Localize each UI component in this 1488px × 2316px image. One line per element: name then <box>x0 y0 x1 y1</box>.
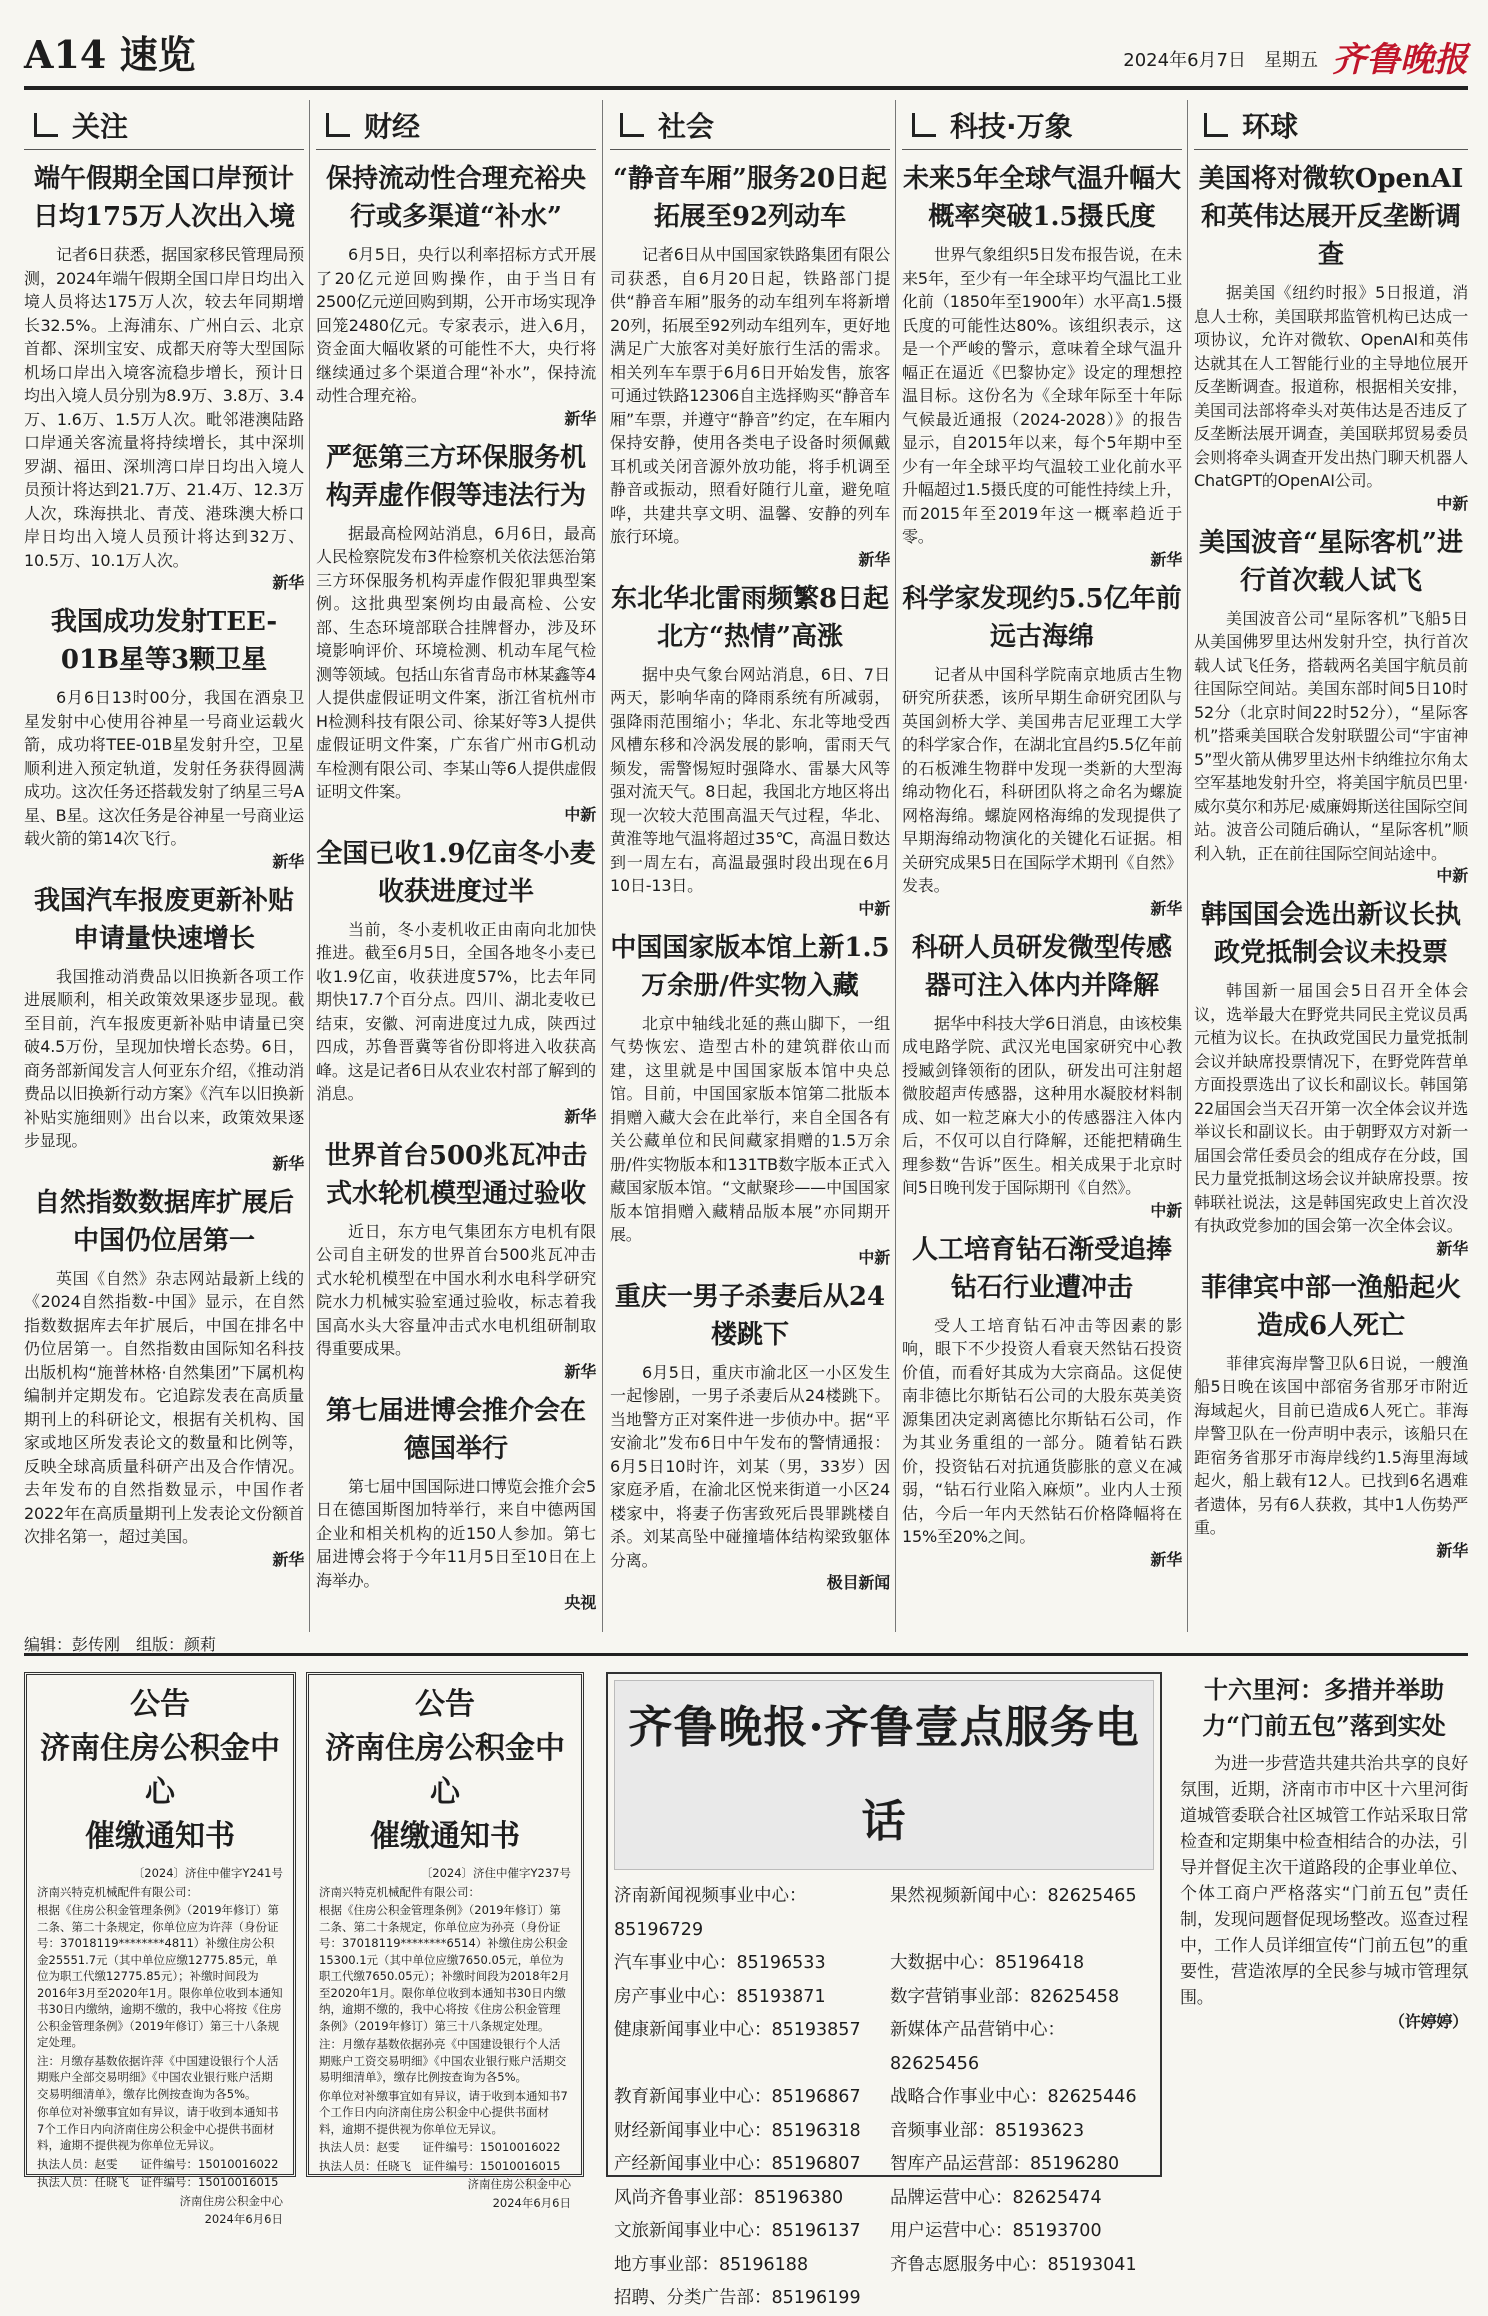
column-caijing <box>316 100 596 1632</box>
article-body: 近日，东方电气集团东方电机有限公司自主研发的世界首台500兆瓦冲击式水轮机模型在中国水利水电科学研究院水力机械实验室通过验收，标志着我国高水头大容量冲击式水电机组研制取得重要成果。 新华 <box>316 1221 596 1381</box>
article-body: 据最高检网站消息，6月6日，最高人民检察院发布3件检察机关依法惩治第三方环保服务机构弄虚作假犯罪典型案例。这批典型案例均由最高检、公安部、生态环境部联合挂牌督办，涉及环境影响评价、环境检测、机动车尾气检测等领域。包括山东省青岛市林某鑫等4人提供虚假证明文件案，浙江省杭州市H检测科技有限公司、徐某好等3人提供虚假证明文件案，广东省广州市G机动车检测有限公司、李某山等6人提供虚假证明文件案。 中新 <box>316 523 596 824</box>
source: 中新 <box>858 898 890 918</box>
headline: 世界首台500兆瓦冲击式水轮机模型通过验收 <box>324 1140 588 1209</box>
hotline-item: 品牌运营中心：82625474 <box>890 2187 1102 2208</box>
hotline-list <box>614 1880 1154 2316</box>
source: 新华 <box>272 1549 304 1569</box>
notice-title: 公告 <box>415 1687 475 1722</box>
article-body: 记者从中国科学院南京地质古生物研究所获悉，该所早期生命研究团队与英国剑桥大学、美国弗吉尼亚理工大学的科学家合作，在湖北宜昌约5.5亿年前的石板滩生物群中发现一类新的大型海绵动物化石，科研团队将之命名为螺旋网格海绵。螺旋网格海绵的发现提供了早期海绵动物演化的关键化石证据。相关研究成果5日在国际学术期刊《自然》发表。 新华 <box>902 664 1182 918</box>
article <box>610 160 890 570</box>
hotline-item: 财经新闻事业中心：85196318 <box>614 2120 861 2141</box>
headline: 菲律宾中部一渔船起火造成6人死亡 <box>1200 1272 1461 1341</box>
notice-officer: 执法人员：赵雯 证件编号：15010016022 <box>319 2140 561 2154</box>
headline: 未来5年全球气温升幅大概率突破1.5摄氏度 <box>902 164 1182 232</box>
article-body: 北京中轴线北延的燕山脚下，一组气势恢宏、造型古朴的建筑群依山而建，这里就是中国国家版本馆中央总馆。目前，中国国家版本馆第二批版本捐赠入藏大会在此举行，来自全国各有关公藏单位和民间藏家捐赠的1.5万余册/件实物版本和131TB数字版本正式入藏国家版本馆。“文献聚珍——中国国家版本馆捐赠入藏精品版本展”亦同期开展。 中新 <box>610 1013 890 1267</box>
notice-title: 公告 <box>130 1687 190 1722</box>
article-body: 美国波音公司“星际客机”飞船5日从美国佛罗里达州发射升空，执行首次载人试飞任务，搭载两名美国宇航员前往国际空间站。美国东部时间5日10时52分（北京时间22时52分），“星际客机”搭乘美国联合发射联盟公司“宇宙神5”型火箭从佛罗里达州卡纳维拉尔角太空军基地发射升空，将美国宇航员巴里·威尔莫尔和苏尼·威廉姆斯送往国际空间站。波音公司随后确认，“星际客机”顺利入轨，正在前往国际空间站途中。 中新 <box>1194 608 1468 885</box>
notice-body <box>37 1865 283 2228</box>
source: 中新 <box>1150 1200 1182 1220</box>
article <box>902 929 1182 1221</box>
source: 新华 <box>272 1153 304 1173</box>
headline: 我国成功发射TEE-01B星等3颗卫星 <box>50 607 278 675</box>
hotline-item: 战略合作事业中心：82625446 <box>890 2087 1137 2107</box>
article <box>610 929 890 1268</box>
section-header <box>610 100 890 150</box>
section-title: 科技·万象 <box>950 109 1073 143</box>
article <box>316 160 596 429</box>
hotline-item: 齐鲁志愿服务中心：85193041 <box>890 2254 1137 2275</box>
hotline-item: 智库产品运营部：85196280 <box>890 2154 1120 2174</box>
headline: 重庆一男子杀妻后从24楼跳下 <box>614 1281 886 1350</box>
column-keji <box>902 100 1182 1632</box>
source: 中新 <box>858 1247 890 1267</box>
article <box>902 1231 1182 1570</box>
headline: 保持流动性合理充裕央行或多渠道“补水” <box>325 164 586 232</box>
article <box>1194 160 1468 514</box>
source: 极目新闻 <box>826 1573 890 1592</box>
notice-sign: 济南住房公积金中心 <box>467 2177 571 2191</box>
article <box>24 603 304 872</box>
local-news <box>1180 1672 1468 2177</box>
notice-title: 济南住房公积金中心 <box>40 1731 280 1810</box>
article-body: 韩国新一届国会5日召开全体会议，选举最大在野党共同民主党议员禹元植为议长。在执政党国民力量党抵制会议并缺席投票情况下，在野党阵营单方面投票选出了议长和副议长。韩国第22届国会当天召开第一次全体会议并选举议长和副议长。由于朝野双方对新一届国会常任委员会的组成存在分歧，国民力量党抵制这场会议并缺席投票。按韩联社说法，这是韩国宪政史上首次没有执政党参加的国会第一次全体会议。 新华 <box>1194 981 1468 1258</box>
article <box>1194 1269 1468 1561</box>
corner-arrow-icon <box>34 113 58 137</box>
notice-box <box>24 1672 296 2226</box>
notice-officer: 执法人员：任晓飞 证件编号：15010016015 <box>319 2158 561 2173</box>
date: 2024年6月7日 <box>1123 50 1246 71</box>
headline: 中国国家版本馆上新1.5万余册/件实物入藏 <box>610 932 890 1001</box>
column-divider <box>1187 100 1188 1632</box>
article-body: 记者6日获悉，据国家移民管理局预测，2024年端午假期全国口岸日均出入境人员将达175万人次，较去年同期增长32.5%。上海浦东、广州白云、北京首都、深圳宝安、成都天府等大型国际机场口岸出入境客流稳步增长，预计日均出入境人员分别为8.9万、3.8万、3.4万、1.6万、1.5万人次。毗邻港澳陆路口岸通关客流量将持续增长，其中深圳罗湖、福田、深圳湾口岸日均出入境人员预计将达到21.7万、21.4万、12.3万人次，珠海拱北、青茂、港珠澳大桥口岸日均出入境人员预计将达到32万、10.5万、10.1万人次。 新华 <box>24 245 304 592</box>
notice-title: 催缴通知书 <box>370 1819 520 1854</box>
notice-ref: 〔2024〕济住中催字Y241号 <box>132 1866 283 1880</box>
hotline-box <box>606 1672 1162 2308</box>
article <box>316 439 596 825</box>
hotline-item: 教育新闻事业中心：85196867 <box>614 2087 861 2107</box>
hotline-item: 房产事业中心：85193871 <box>614 1986 826 2007</box>
article <box>902 580 1182 919</box>
article-body: 我国推动消费品以旧换新各项工作进展顺利，相关政策效果逐步显现。截至目前，汽车报废更新补贴申请量已突破4.5万份，呈现加快增长态势。6日，商务部新闻发言人何亚东介绍，《推动消费品以旧换新行动方案》《汽车以旧换新补贴实施细则》出台以来，政策效果逐步显现。 新华 <box>24 966 304 1173</box>
hotline-item: 招聘、分类广告部：85196199 <box>614 2288 861 2308</box>
source: 中新 <box>1436 493 1468 513</box>
source: 新华 <box>858 549 890 569</box>
section-header <box>1194 100 1468 150</box>
notice-recipient: 济南兴特克机械配件有限公司： <box>37 1884 198 1899</box>
source: 新华 <box>272 573 304 592</box>
column-divider <box>895 100 896 1632</box>
headline: 人工培育钻石渐受追捧钻石行业遭冲击 <box>911 1234 1172 1303</box>
headline: 严惩第三方环保服务机构弄虚作假等违法行为 <box>325 442 586 511</box>
headline: 自然指数数据库扩展后中国仍位居第一 <box>33 1187 294 1256</box>
headline: 美国波音“星际客机”进行首次载人试飞 <box>1199 527 1463 596</box>
section-title: 社会 <box>658 109 715 143</box>
notice-appeal: 你单位对补缴事宜如有异议，请于收到本通知书7个工作日内向济南住房公积金中心提供书面材料，逾期不提供视为你单位无异议。 <box>37 2105 279 2152</box>
headline: “静音车厢”服务20日起拓展至92列动车 <box>612 164 888 232</box>
article <box>610 1278 890 1594</box>
section-header <box>902 100 1182 150</box>
article-body: 世界气象组织5日发布报告说，在未来5年，至少有一年全球平均气温比工业化前（1850年至1900年）水平高1.5摄氏度的可能性达80%。该组织表示，这是一个严峻的警示，意味着全球气温升幅正在逼近《巴黎协定》设定的理想控温目标。这份名为《全球年际至十年际气候最近通报（2024-2028）》的报告显示，自2015年以来，每个5年期中至少有一年全球平均气温较工业化前水平升幅超过1.5摄氏度的可能性持续上升，而2015年至2019年这一概率趋近于零。 新华 <box>902 245 1182 569</box>
article <box>610 580 890 919</box>
headline: 端午假期全国口岸预计日均175万人次出入境 <box>32 164 296 232</box>
article-body: 据美国《纽约时报》5日报道，消息人士称，美国联邦监管机构已达成一项协议，允许对微软、OpenAI和英伟达就其在人工智能行业的主导地位展开反垄断调查。报道称，根据相关安排，美国司法部将牵头对英伟达是否违反了反垄断法展开调查，美国联邦贸易委员会则将牵头调查开发出热门聊天机器人ChatGPT的OpenAI公司。 中新 <box>1194 283 1468 513</box>
article <box>1194 524 1468 887</box>
notice-sign: 济南住房公积金中心 <box>179 2193 283 2208</box>
hotline-item: 汽车事业中心：85196533 <box>614 1953 826 1973</box>
article-body: 受人工培育钻石冲击等因素的影响，眼下不少投资人看衰天然钻石投资价值，而看好其成为大宗商品。这促使南非德比尔斯钻石公司的大股东英美资源集团决定剥离德比尔斯钻石公司，作为其业务重组的一部分。随着钻石跌价，投资钻石对抗通货膨胀的意义在减弱，“钻石行业陷入麻烦”。业内人士预估，今后一年内天然钻石价格降幅将在15%至20%之间。 新华 <box>902 1315 1182 1569</box>
section-header <box>24 100 304 150</box>
weekday: 星期五 <box>1264 50 1318 71</box>
headline: 十六里河：多措并举助力“门前五包”落到实处 <box>1202 1675 1446 1740</box>
column-huanqiu <box>1194 100 1468 1632</box>
hotline-item: 音频事业部：85193623 <box>890 2120 1085 2141</box>
hotline-item: 济南新闻视频事业中心：85196729 <box>614 1886 807 1940</box>
section-header <box>316 100 596 150</box>
article-body: 第七届中国国际进口博览会推介会5日在德国斯图加特举行，来自中德两国企业和相关机构的近150人参加。第七届进博会将于今年11月5日至10日在上海举办。 央视 <box>316 1476 596 1612</box>
corner-arrow-icon <box>912 113 936 137</box>
source: 新华 <box>1436 1540 1468 1560</box>
article-body: 据华中科技大学6日消息，由该校集成电路学院、武汉光电国家研究中心教授臧剑锋领衔的团队，研发出可注射超微胶超声传感器，这种用水凝胶材料制成、如一粒芝麻大小的传感器注入体内后，不仅可以自行降解，还能把精确生理参数“告诉”医生。相关成果于北京时间5日晚刊发于国际期刊《自然》。 中新 <box>902 1013 1182 1220</box>
article-body: 6月5日，重庆市渝北区一小区发生一起惨剧，一男子杀妻后从24楼跳下。当地警方正对案件进一步侦办中。据“平安渝北”发布6日中午发布的警情通报：6月5日10时许，刘某（男，33岁）因家庭矛盾，在渝北区悦来街道一小区24楼家中，将妻子伤害致死后畏罪跳楼自杀。刘某高坠中碰撞墙体结构梁致躯体分离。 极目新闻 <box>610 1362 890 1592</box>
article <box>316 1392 596 1614</box>
notice-title: 催缴通知书 <box>85 1819 235 1854</box>
source: 中新 <box>564 804 596 824</box>
column-shehui <box>610 100 890 1632</box>
hotline-item: 果然视频新闻中心：82625465 <box>890 1886 1137 1906</box>
headline: 韩国国会选出新议长执政党抵制会议未投票 <box>1200 900 1461 968</box>
article <box>316 835 596 1127</box>
headline: 第七届进博会推介会在德国举行 <box>325 1395 586 1464</box>
hotline-title: 齐鲁晚报·齐鲁壹点服务电话 <box>614 1680 1154 1870</box>
section-title: 财经 <box>364 109 421 143</box>
notice-date: 2024年6月6日 <box>492 2195 571 2210</box>
article-body: 为进一步营造共建共治共享的良好氛围，近期，济南市市中区十六里河街道城管委联合社区城管工作站采取日常检查和定期集中检查相结合的办法，引导并督促主次干道路段的企事业单位、个体工商户严格落实“门前五包”责任制，发现问题督促现场整改。巡查过程中，工作人员详细宣传“门前五包”的重要性，营造浓厚的全民参与城市管理氛围。 （许婷婷） <box>1180 1754 1468 2031</box>
article <box>24 160 304 593</box>
editor-credits: 编辑：彭传刚 组版：颜莉 <box>24 1628 1468 1656</box>
article-body: 6月5日，央行以利率招标方式开展了20亿元逆回购操作，由于当日有2500亿元逆回购到期，公开市场实现净回笼2480亿元。专家表示，进入6月，资金面大幅收紧的可能性不大，央行将继续通过多个渠道合理“补水”，保持流动性合理充裕。 新华 <box>316 245 596 428</box>
headline: 我国汽车报废更新补贴申请量快速增长 <box>33 885 294 954</box>
notice-text: 根据《住房公积金管理条例》（2019年修订）第二条、第二十条规定，你单位应为孙亮（身份证号：37018119********6514）补缴住房公积金15300.1元（其中单位应缴7650.05元，单位为职工代缴7650.05元）；补缴时间段为2018年2月至2020年1月。限你单位收到本通知书30日内缴纳，逾期不缴的，我中心将按《住房公积金管理条例》（2019年修订）第三十八条规定处理。 <box>319 1903 570 2033</box>
headline: 科研人员研发微型传感器可注入体内并降解 <box>911 932 1172 1001</box>
masthead <box>24 18 1468 88</box>
notice-box <box>306 1672 584 2210</box>
notice-note: 注：月缴存基数依据孙亮《中国建设银行个人活期账户工资交易明细》《中国农业银行账户活期交易明细清单》，缴存比例按查询为各5%。 <box>319 2037 567 2084</box>
hotline-item: 地方事业部：85196188 <box>614 2254 809 2275</box>
notice-title: 济南住房公积金中心 <box>325 1731 565 1810</box>
source: 新华 <box>1150 549 1182 569</box>
page-number: A14 速览 <box>24 32 196 77</box>
headline: 全国已收1.9亿亩冬小麦收获进度过半 <box>316 838 596 907</box>
column-guanzhu <box>24 100 304 1632</box>
issue-date <box>1123 46 1318 72</box>
hotline-item: 风尚齐鲁事业部：85196380 <box>614 2187 844 2208</box>
source: 新华 <box>1436 1238 1468 1258</box>
hotline-item: 健康新闻事业中心：85193857 <box>614 2020 861 2040</box>
newspaper-logo: 齐鲁晚报 <box>1332 40 1468 80</box>
source: 新华 <box>564 1361 596 1381</box>
article-body: 记者6日从中国国家铁路集团有限公司获悉，自6月20日起，铁路部门提供“静音车厢”服务的动车组列车将新增20列，拓展至92列动车组列车，更好地满足广大旅客对美好旅行生活的需求。相关列车车票于6月6日开始发售，旅客可通过铁路12306自主选择购买“静音车厢”车票，并遵守“静音”约定，在车厢内保持安静，使用各类电子设备时须佩戴耳机或关闭音源外放功能，将手机调至静音或振动，照看好随行儿童，避免喧哗，共建共享文明、温馨、安静的列车旅行环境。 新华 <box>610 245 890 569</box>
article-body: 英国《自然》杂志网站最新上线的《2024自然指数-中国》显示，在自然指数数据库去年扩展后，中国在排名中仍位居第一。自然指数由国际知名科技出版机构“施普林格·自然集团”下属机构编制并定期发布。它追踪发表在高质量期刊上的科研论文，根据有关机构、国家或地区所发表论文的数量和比例等，反映全球高质量科研产出及合作情况。去年发布的自然指数显示，中国作者2022年在高质量期刊上发表论文份额首次排名第一，超过美国。 新华 <box>24 1268 304 1569</box>
source: 中新 <box>1436 866 1468 885</box>
notice-ref: 〔2024〕济住中催字Y237号 <box>420 1866 571 1880</box>
source: （许婷婷） <box>1388 2012 1468 2031</box>
top-rule <box>24 86 1468 90</box>
notice-note: 注：月缴存基数依据许萍《中国建设银行个人活期账户全部交易明细》《中国农业银行账户活期交易明细清单》，缴存比例按查询为各5%。 <box>37 2053 279 2101</box>
source: 新华 <box>564 1106 596 1126</box>
notice-text: 根据《住房公积金管理条例》（2019年修订）第二条、第二十条规定，你单位应为许萍（身份证号：37018119********4811）补缴住房公积金25551.7元（其中单位应缴12775.85元，单位为职工代缴12775.85元）；补缴时间段为2016年3月至2020年1月。限你单位收到本通知书30日内缴纳，逾期不缴的，我中心将按《住房公积金管理条例》（2019年修订）第三十八条规定处理。 <box>37 1903 283 2049</box>
article <box>316 1137 596 1382</box>
section-title: 环球 <box>1242 109 1299 143</box>
notice-recipient: 济南兴特克机械配件有限公司： <box>319 1884 480 1899</box>
source: 新华 <box>272 851 304 871</box>
article <box>1194 896 1468 1259</box>
headline: 美国将对微软OpenAI和英伟达展开反垄断调查 <box>1198 164 1464 270</box>
notice-appeal: 你单位对补缴事宜如有异议，请于收到本通知书7个工作日内向济南住房公积金中心提供书面材料，逾期不提供视为你单位无异议。 <box>319 2088 568 2136</box>
corner-arrow-icon <box>620 113 644 137</box>
source: 新华 <box>564 408 596 428</box>
article <box>902 160 1182 570</box>
source: 新华 <box>1150 898 1182 918</box>
headline: 科学家发现约5.5亿年前远古海绵 <box>902 583 1182 652</box>
article-body: 6月6日13时00分，我国在酒泉卫星发射中心使用谷神星一号商业运载火箭，成功将TEE-01B星发射升空，卫星顺利进入预定轨道，发射任务获得圆满成功。这次任务还搭载发射了纳星三号A星、B星。这次任务是谷神星一号商业运载火箭的第14次飞行。 新华 <box>24 688 304 871</box>
column-divider <box>602 100 603 1632</box>
article-body: 菲律宾海岸警卫队6日说，一艘渔船5日晚在该国中部宿务省那牙市附近海域起火，目前已造成6人死亡。菲海岸警卫队在一份声明中表示，该船只在距宿务省那牙市海岸线约1.5海里海域起火，船上载有12人。已找到6名遇难者遗体，另有6人获救，其中1人伤势严重。 新华 <box>1194 1353 1468 1560</box>
article-body: 据中央气象台网站消息，6日、7日两天，影响华南的降雨系统有所减弱，强降雨范围缩小；华北、东北等地受西风槽东移和冷涡发展的影响，雷雨天气频发，需警惕短时强降水、雷暴大风等强对流天气。8日起，我国北方地区将出现一次较大范围高温天气过程，华北、黄淮等地气温将超过35℃，高温日数达到一周左右，高温最强时段出现在6月10日-13日。 中新 <box>610 664 890 918</box>
notice-date: 2024年6月6日 <box>204 2212 283 2226</box>
corner-arrow-icon <box>1204 113 1228 137</box>
hotline-item: 数字营销事业部：82625458 <box>890 1986 1120 2007</box>
section-title: 关注 <box>72 109 129 143</box>
hotline-item: 产经新闻事业中心：85196807 <box>614 2154 861 2174</box>
hotline-item: 用户运营中心：85193700 <box>890 2221 1102 2241</box>
corner-arrow-icon <box>326 113 350 137</box>
notice-officer: 执法人员：赵雯 证件编号：15010016022 <box>37 2156 279 2171</box>
article <box>24 882 304 1174</box>
source: 新华 <box>1150 1549 1182 1569</box>
article-body: 当前，冬小麦机收正由南向北加快推进。截至6月5日，全国各地冬小麦已收1.9亿亩，收获进度57%，比去年同期快17.7个百分点。四川、湖北麦收已结束，安徽、河南进度过九成，陕西过四成，苏鲁晋冀等省份即将进入收获高峰。这是记者6日从农业农村部了解到的消息。 新华 <box>316 919 596 1126</box>
hotline-item: 新媒体产品营销中心：82625456 <box>890 2020 1065 2074</box>
headline: 东北华北雷雨频繁8日起北方“热情”高涨 <box>610 583 890 652</box>
hotline-item: 大数据中心：85196418 <box>890 1953 1085 1973</box>
column-divider <box>309 100 310 1632</box>
notice-body <box>319 1865 571 2211</box>
source: 央视 <box>564 1593 596 1612</box>
hotline-item: 文旅新闻事业中心：85196137 <box>614 2221 861 2241</box>
notice-officer: 执法人员：任晓飞 证件编号：15010016015 <box>37 2175 279 2189</box>
article <box>24 1184 304 1570</box>
